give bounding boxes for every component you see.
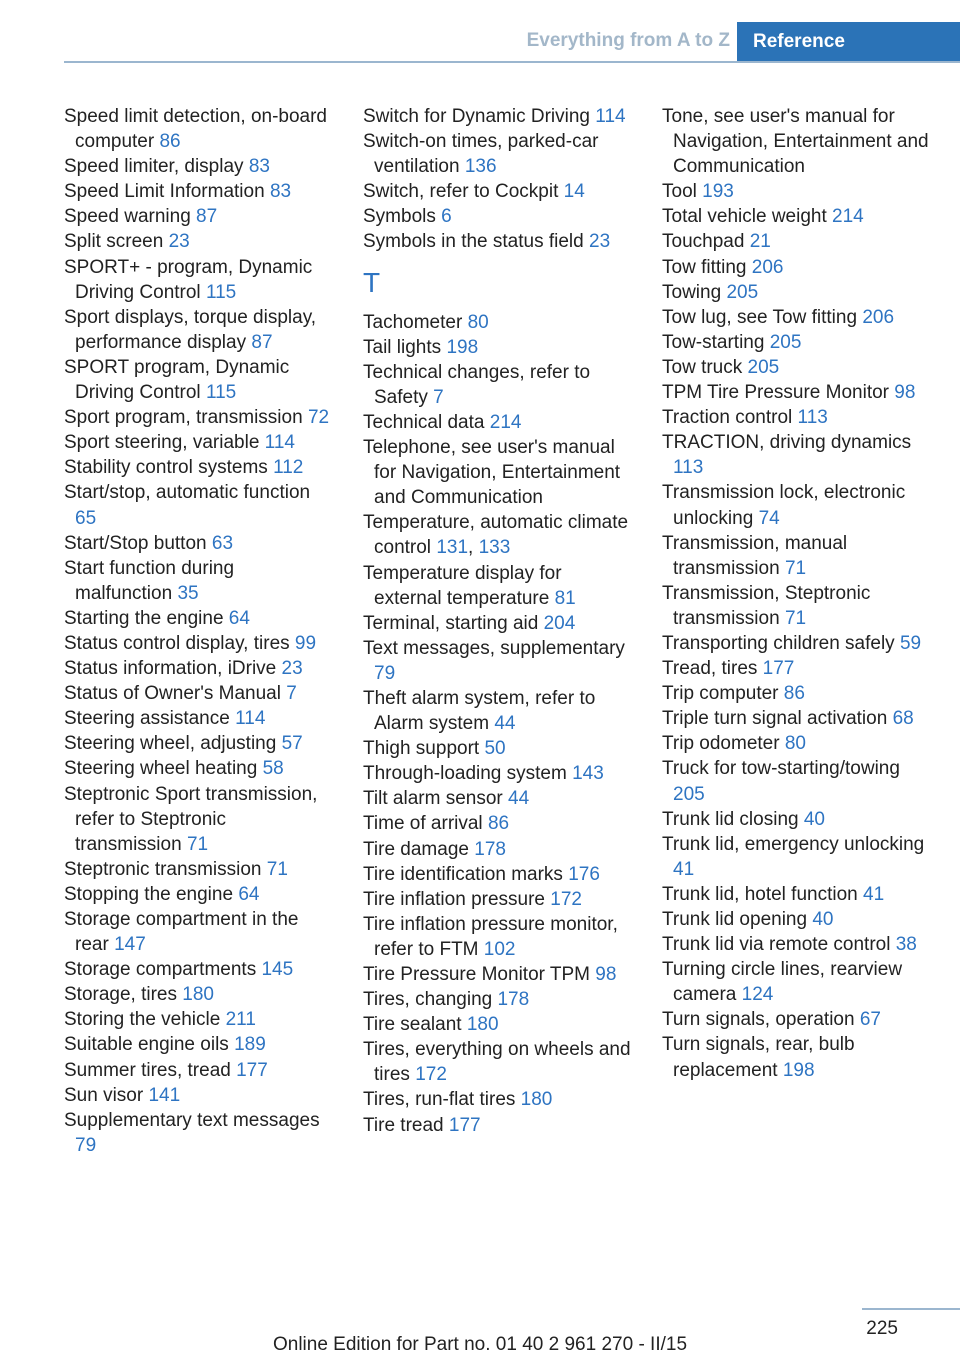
index-entry [363, 862, 631, 887]
index-term: Touchpad [662, 231, 745, 253]
index-entry [363, 811, 631, 836]
index-term: Turning circle lines, rearview camera [662, 959, 903, 1006]
index-entry [363, 962, 631, 987]
index-term: Transmission lock, electronic unlocking [662, 482, 906, 529]
index-term: Tilt alarm sensor [363, 788, 503, 810]
index-term: Storage compartment in the rear [64, 909, 299, 956]
index-term: Switch-on times, parked-car ventilation [363, 131, 599, 178]
index-entry [363, 204, 631, 229]
index-column-2 [363, 104, 631, 1138]
index-term: Steering assistance [64, 708, 230, 730]
page-reference-link[interactable]: 87 [196, 206, 218, 228]
index-term: Tires, everything on wheels and tires [363, 1039, 631, 1086]
page-reference-link[interactable]: 23 [281, 658, 303, 680]
page-reference-link[interactable]: 72 [307, 407, 330, 429]
index-entry [662, 305, 930, 330]
page-reference-link[interactable]: 172 [415, 1064, 447, 1086]
page-reference-link[interactable]: 214 [832, 206, 864, 228]
index-term: Start/stop, automatic function [64, 482, 311, 504]
page-reference-link[interactable]: 21 [749, 231, 771, 253]
index-entry [662, 405, 930, 430]
edition-note: Online Edition for Part no. 01 40 2 961 270 - II/15 [272, 1334, 688, 1355]
index-term: Total vehicle weight [662, 206, 827, 228]
page-reference-link[interactable]: 102 [483, 938, 516, 960]
page-reference-link[interactable]: 7 [433, 386, 444, 408]
index-term: TPM Tire Pressure Monitor [662, 382, 889, 404]
index-entry [662, 807, 930, 832]
index-entry [363, 1037, 631, 1087]
page-reference-link[interactable]: 98 [595, 964, 617, 985]
page-reference-link[interactable]: 189 [234, 1034, 266, 1056]
index-entry [662, 756, 930, 806]
page-reference-link[interactable]: 83 [248, 156, 270, 178]
index-term: Thigh support [363, 738, 480, 760]
index-entry [363, 686, 631, 736]
index-entry [662, 480, 930, 530]
index-term: Sun visor [64, 1084, 144, 1106]
index-entry [662, 731, 930, 756]
index-term: Status of Owner's Manual [64, 683, 281, 705]
page-reference-link[interactable]: 145 [261, 959, 294, 981]
index-term: Switch for Dynamic Driving [363, 106, 590, 127]
index-entry [64, 1058, 332, 1083]
index-term: Tire damage [363, 838, 469, 860]
index-term: Tires, changing [363, 989, 493, 1011]
index-term: Tire inflation pressure monitor, refer to FTM [363, 913, 618, 960]
index-entry [662, 631, 930, 656]
index-entry [363, 987, 631, 1012]
index-entry [363, 786, 631, 811]
page-reference-link[interactable]: 204 [543, 612, 576, 634]
index-term: Symbols in the status field [363, 231, 584, 253]
index-entry [363, 104, 631, 129]
index-entry [662, 531, 930, 581]
index-entry [662, 355, 930, 380]
index-term: Steptronic transmission [64, 858, 262, 880]
index-entry [662, 882, 930, 907]
index-term: Technical changes, refer to Safety [363, 361, 591, 408]
page-reference-link[interactable]: 57 [281, 733, 303, 755]
page-reference-link[interactable]: 114 [264, 432, 295, 454]
index-entry [363, 736, 631, 761]
index-term: Transmission, Steptronic transmission [662, 582, 871, 629]
index-entry [363, 129, 631, 179]
page-reference-link[interactable]: 71 [784, 607, 807, 629]
index-entry [64, 907, 332, 957]
page-reference-link[interactable]: 98 [894, 382, 916, 404]
index-entry [64, 229, 332, 254]
index-term: Trunk lid, hotel function [662, 883, 858, 905]
index-entry [662, 280, 930, 305]
index-term: Split screen [64, 231, 164, 253]
index-entry [64, 882, 332, 907]
index-term: Tires, run-flat tires [363, 1089, 516, 1111]
index-entry [363, 310, 631, 335]
index-term: Towing [662, 281, 722, 303]
index-term: Starting the engine [64, 607, 224, 629]
index-entry [363, 410, 631, 435]
page-reference-link[interactable]: 80 [784, 733, 806, 755]
index-term: Tire sealant [363, 1014, 462, 1036]
page-reference-link[interactable]: 113 [797, 407, 828, 429]
page-reference-link[interactable]: 115 [205, 382, 237, 404]
page-reference-link[interactable]: 214 [489, 411, 522, 433]
page-reference-link[interactable]: 131 [436, 537, 469, 559]
index-entry [662, 380, 930, 405]
page-reference-link[interactable]: 147 [114, 934, 146, 956]
index-term: Summer tires, tread [64, 1059, 231, 1081]
index-term: Storage compartments [64, 959, 257, 981]
index-term: Technical data [363, 411, 485, 433]
index-term: Tachometer [363, 311, 463, 333]
index-entry [662, 179, 930, 204]
index-entry [662, 581, 930, 631]
index-term: Start/Stop button [64, 532, 207, 554]
index-term: Tone, see user's manual for Navigation, Entertainment and Communication [662, 106, 929, 178]
index-entry [363, 611, 631, 636]
page-reference-link[interactable]: 71 [784, 557, 807, 579]
index-term: Speed warning [64, 206, 191, 228]
index-term: Stopping the engine [64, 883, 234, 905]
page-reference-link[interactable]: 64 [228, 607, 250, 629]
page-reference-link[interactable]: 44 [508, 788, 530, 810]
page-reference-link[interactable]: 205 [726, 281, 759, 303]
index-entry [64, 179, 332, 204]
index-term: Transporting children safely [662, 632, 895, 654]
page-reference-link[interactable]: 40 [803, 808, 825, 830]
page-reference-link[interactable]: 59 [899, 632, 922, 654]
page-reference-link[interactable]: 38 [895, 934, 917, 956]
page-reference-link[interactable]: 176 [568, 863, 600, 885]
index-term: Text messages, supplementary [363, 637, 625, 659]
page-reference-link[interactable]: 74 [758, 507, 780, 529]
index-entry [363, 360, 631, 410]
index-term: Triple turn signal activation [662, 708, 888, 730]
page-reference-link[interactable]: 87 [251, 331, 273, 353]
page-reference-link[interactable]: 79 [75, 1134, 97, 1156]
index-term: Trunk lid opening [662, 909, 808, 930]
index-entry [64, 1083, 332, 1108]
index-term: Tow lug, see Tow fitting [662, 306, 858, 328]
page-reference-link[interactable]: 136 [464, 156, 497, 178]
page-reference-link[interactable]: 205 [673, 783, 705, 805]
section-letter-heading: T [363, 266, 381, 298]
index-entry [662, 932, 930, 957]
page-reference-link[interactable]: 114 [235, 708, 266, 730]
page-reference-link[interactable]: 180 [182, 984, 214, 1006]
index-term: Switch, refer to Cockpit [363, 181, 559, 203]
index-entry [64, 556, 332, 606]
index-entry [64, 1108, 332, 1158]
index-term: Sport program, transmission [64, 407, 303, 429]
page-reference-link[interactable]: 44 [494, 713, 516, 735]
index-entry [662, 229, 930, 254]
index-term: Telephone, see user's manual for Navigation, Entertainment and Communication [363, 437, 621, 509]
page-reference-link[interactable]: 124 [741, 984, 774, 1006]
section-title: Everything from A to Z [526, 30, 730, 51]
page-reference-link[interactable]: 23 [168, 231, 190, 253]
page-reference-link[interactable]: 81 [554, 587, 576, 609]
index-entry [363, 229, 631, 254]
index-term: Storing the vehicle [64, 1009, 221, 1031]
page-reference-link[interactable]: 177 [236, 1059, 268, 1081]
page-reference-link[interactable]: 58 [262, 758, 284, 780]
index-entry [662, 832, 930, 882]
index-entry [363, 1087, 631, 1112]
index-term: Tow truck [662, 356, 743, 378]
index-entry [64, 204, 332, 229]
index-term: Sport displays, torque display, performance display [64, 306, 317, 353]
index-entry [363, 1113, 631, 1138]
page-reference-link[interactable]: 67 [859, 1009, 881, 1031]
index-term: Steering wheel, adjusting [64, 733, 277, 755]
page-reference-link[interactable]: 172 [550, 888, 582, 910]
index-entry [363, 636, 631, 686]
page-reference-link[interactable]: 14 [563, 181, 585, 203]
index-entry [64, 1007, 332, 1032]
page-reference-link[interactable]: 86 [783, 683, 805, 705]
page-reference-link[interactable]: 40 [812, 909, 834, 930]
index-entry [363, 887, 631, 912]
reference-tab: Reference [737, 22, 960, 62]
index-term: Traction control [662, 407, 793, 429]
page-reference-link[interactable]: 178 [497, 989, 530, 1011]
index-term: Trunk lid, emergency unlocking [662, 833, 925, 855]
index-term: TRACTION, driving dynamics [662, 432, 912, 454]
page-number: 225 [866, 1318, 898, 1339]
page-reference-link[interactable]: 115 [205, 281, 237, 303]
index-entry [64, 606, 332, 631]
index-entry [64, 756, 332, 781]
index-column-3 [662, 104, 930, 1083]
index-term: Trunk lid closing [662, 808, 799, 830]
index-term: Speed limit detection, on-board computer [64, 106, 327, 153]
index-term: Speed limiter, display [64, 156, 244, 178]
index-entry [662, 104, 930, 179]
page-reference-link[interactable]: 205 [747, 356, 780, 378]
page-reference-link[interactable]: 143 [572, 763, 604, 785]
page-reference-link[interactable]: 63 [211, 532, 234, 554]
index-term: Tail lights [363, 336, 442, 358]
index-entry [64, 255, 332, 305]
index-entry [662, 330, 930, 355]
index-entry [64, 405, 332, 430]
page-reference-link[interactable]: 99 [294, 632, 317, 654]
index-entry [363, 179, 631, 204]
index-term: Turn signals, operation [662, 1009, 855, 1031]
index-entry [64, 706, 332, 731]
page-reference-link[interactable]: 50 [484, 738, 506, 760]
footer-rule [862, 1308, 960, 1310]
index-term: SPORT program, Dynamic Driving Control [64, 356, 290, 404]
index-term: Temperature, automatic climate control [363, 512, 629, 559]
page-reference-link[interactable]: 205 [769, 331, 802, 353]
page-reference-link[interactable]: 64 [238, 883, 260, 905]
page-reference-link[interactable]: 177 [762, 658, 795, 680]
index-term: Tire identification marks [363, 863, 563, 885]
header-rule [64, 61, 960, 63]
page-reference-link[interactable]: 112 [273, 457, 304, 479]
index-entry [64, 480, 332, 530]
index-entry [64, 681, 332, 706]
index-term: Turn signals, rear, bulb replacement [662, 1034, 855, 1081]
index-entry [662, 656, 930, 681]
index-entry: Temperature, automatic climate control 131, 133 [363, 512, 629, 559]
index-entry [64, 656, 332, 681]
index-entry [363, 1012, 631, 1037]
index-term: SPORT+ - program, Dynamic Driving Control [64, 256, 313, 303]
index-entry [64, 1032, 332, 1057]
index-group-t [363, 310, 631, 1138]
index-term: Trip computer [662, 683, 779, 705]
page-reference-link[interactable]: 83 [269, 181, 292, 203]
index-term: Tire tread [363, 1114, 444, 1136]
page-reference-link[interactable]: 177 [448, 1114, 481, 1136]
index-entry [64, 857, 332, 882]
index-entry [363, 335, 631, 360]
page-reference-link[interactable]: 35 [177, 582, 199, 604]
index-term: Sport steering, variable [64, 432, 260, 454]
index-term: Tire inflation pressure [363, 888, 545, 910]
index-entry [64, 355, 332, 405]
page-reference-link[interactable]: 86 [159, 131, 181, 153]
index-group-s [363, 104, 631, 255]
index-term: Truck for tow-starting/towing [662, 758, 900, 780]
index-term: Steptronic Sport transmission, refer to Steptronic transmission [64, 783, 318, 855]
index-entry [363, 761, 631, 786]
index-term: Supplementary text messages [64, 1109, 320, 1131]
index-term: Time of arrival [363, 813, 483, 835]
index-term: Trip odometer [662, 733, 780, 755]
index-term: Stability control systems [64, 457, 268, 479]
index-entry [662, 255, 930, 280]
index-entry [662, 907, 930, 932]
index-entry [662, 706, 930, 731]
index-entry [64, 430, 332, 455]
page-reference-link[interactable]: 114 [595, 106, 626, 127]
index-entry [363, 912, 631, 962]
index-entry [363, 837, 631, 862]
page-reference-link[interactable]: 180 [466, 1014, 499, 1036]
index-term: Start function during malfunction [64, 557, 235, 604]
index-entry [64, 531, 332, 556]
page-reference-link[interactable]: 65 [75, 507, 97, 529]
index-term: Terminal, starting aid [363, 612, 539, 634]
index-entry [662, 681, 930, 706]
page-reference-link[interactable]: 206 [862, 306, 895, 328]
index-entry [662, 1007, 930, 1032]
page-reference-link[interactable]: 193 [702, 181, 734, 203]
index-entry [662, 1032, 930, 1082]
index-term: Through-loading system [363, 763, 567, 785]
index-entry [64, 782, 332, 857]
index-term: Theft alarm system, refer to Alarm system [363, 687, 596, 735]
page-reference-link[interactable]: 198 [782, 1059, 815, 1081]
index-term: Tow-starting [662, 331, 765, 353]
index-term: Tread, tires [662, 658, 758, 680]
index-term: Transmission, manual transmission [662, 532, 848, 579]
index-term: Status information, iDrive [64, 658, 277, 680]
index-entry [64, 154, 332, 179]
page-header [0, 0, 960, 64]
page-reference-link[interactable]: 211 [225, 1009, 256, 1031]
page-reference-link[interactable]: 41 [863, 883, 885, 905]
index-term: Storage, tires [64, 984, 177, 1006]
index-entry [64, 957, 332, 982]
index-term: Status control display, tires [64, 632, 290, 654]
page-reference-link[interactable]: 71 [186, 833, 209, 855]
index-entry [662, 204, 930, 229]
index-entry [64, 104, 332, 154]
index-entry [64, 731, 332, 756]
index-column-1 [64, 104, 332, 1158]
page-reference-link[interactable]: 6 [441, 206, 452, 228]
index-term: Suitable engine oils [64, 1034, 229, 1056]
page-reference-link[interactable]: 198 [446, 336, 479, 358]
page-reference-link[interactable]: 68 [892, 708, 914, 730]
page-reference-link[interactable]: 86 [487, 813, 510, 835]
index-entry [64, 455, 332, 480]
page-reference-link[interactable]: 180 [520, 1089, 553, 1111]
page-reference-link[interactable]: 141 [148, 1084, 181, 1106]
index-entry [662, 957, 930, 1007]
index-entry [363, 561, 631, 611]
page-reference-link[interactable]: 7 [286, 683, 297, 705]
index-term: Tire Pressure Monitor TPM [363, 964, 590, 985]
index-term: Temperature display for external temperature [363, 562, 562, 609]
page-reference-link[interactable]: 79 [374, 662, 396, 684]
page-reference-link[interactable]: 23 [589, 231, 611, 253]
page-reference-link[interactable]: 113 [673, 457, 704, 479]
index-term: Symbols [363, 206, 436, 228]
index-entry [662, 430, 930, 480]
index-term: Steering wheel heating [64, 758, 258, 780]
index-entry [64, 305, 332, 355]
page-reference-link[interactable]: 206 [751, 256, 784, 278]
index-entry [64, 982, 332, 1007]
page-reference-link[interactable]: 71 [266, 858, 288, 880]
index-term: Tow fitting [662, 256, 747, 278]
page-reference-link[interactable]: 133 [478, 537, 511, 559]
index-entry [363, 435, 631, 510]
index-term: Trunk lid via remote control [662, 934, 891, 956]
index-term: Speed Limit Information [64, 181, 265, 203]
index-entry [64, 631, 332, 656]
page-reference-link[interactable]: 80 [467, 311, 489, 333]
page-reference-link[interactable]: 178 [474, 838, 506, 860]
page-reference-link[interactable]: 41 [673, 858, 695, 880]
index-term: Tool [662, 181, 697, 203]
